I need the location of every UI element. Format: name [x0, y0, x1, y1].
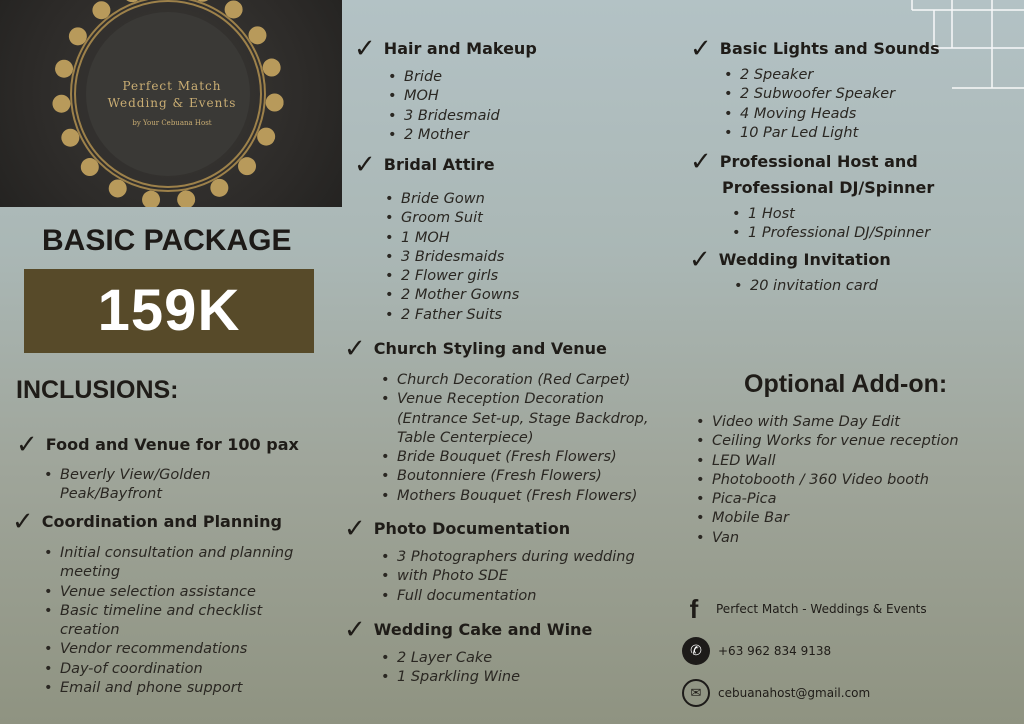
- package-price: 159K: [24, 269, 314, 353]
- list-item: • 2 Layer Cake: [377, 649, 592, 668]
- check-icon: ✓: [690, 147, 712, 177]
- email-label: cebuanahost@gmail.com: [718, 686, 871, 700]
- section-hair-makeup: [354, 36, 537, 145]
- list-item: • Venue selection assistance: [40, 583, 293, 602]
- list-item: • 2 Flower girls: [381, 267, 519, 286]
- list-item: • Bride: [384, 68, 537, 87]
- list-item: • with Photo SDE: [377, 567, 635, 586]
- logo-line1: Perfect Match: [122, 79, 222, 93]
- check-icon: ✓: [354, 34, 376, 64]
- list-item: • Mobile Bar: [692, 509, 959, 528]
- list-item: • MOH: [384, 87, 537, 106]
- check-icon: ✓: [16, 430, 38, 460]
- section-church-styling: [344, 336, 648, 506]
- check-icon: ✓: [12, 507, 34, 537]
- list-item-continued: Peak/Bayfront: [60, 486, 163, 503]
- section-heading: Bridal Attire: [383, 155, 495, 174]
- list-item: • Groom Suit: [381, 209, 519, 228]
- list-item: • 3 Bridesmaids: [381, 248, 519, 267]
- section-heading: Wedding Invitation: [718, 250, 891, 269]
- mail-icon: ✉: [682, 679, 710, 707]
- section-heading-continued: Professional DJ/Spinner: [722, 178, 935, 197]
- list-item: • 20 invitation card: [730, 277, 891, 296]
- list-item: • 1 Host: [728, 205, 934, 224]
- section-cake-wine: [344, 617, 592, 688]
- package-title: BASIC PACKAGE: [42, 224, 292, 257]
- section-bridal-attire: [354, 152, 519, 325]
- list-item: • Video with Same Day Edit: [692, 413, 959, 432]
- list-item: • 2 Subwoofer Speaker: [720, 85, 940, 104]
- section-heading: Coordination and Planning: [41, 512, 282, 531]
- list-item-continued: Table Centerpiece): [397, 429, 534, 446]
- list-item: • 3 Photographers during wedding: [377, 548, 635, 567]
- logo-line2: Wedding & Events: [107, 96, 237, 110]
- list-item-continued: meeting: [60, 564, 121, 581]
- section-photo-documentation: [344, 516, 635, 606]
- section-coordination: [12, 509, 293, 698]
- contact-email[interactable]: [682, 679, 870, 707]
- list-item: • Pica-Pica: [692, 490, 959, 509]
- section-heading: Hair and Makeup: [383, 39, 537, 58]
- check-icon: ✓: [344, 514, 366, 544]
- check-icon: ✓: [344, 334, 366, 364]
- list-item: • Vendor recommendations: [40, 640, 293, 659]
- list-item: • Beverly View/Golden: [40, 466, 299, 485]
- facebook-label: Perfect Match - Weddings & Events: [716, 602, 927, 616]
- logo-byline: by Your Cebuana Host: [132, 119, 212, 127]
- section-heading: Food and Venue for 100 pax: [45, 435, 299, 454]
- list-item: • 1 MOH: [381, 229, 519, 248]
- phone-icon: ✆: [682, 637, 710, 665]
- list-item: • Bride Gown: [381, 190, 519, 209]
- addons-title: Optional Add-on:: [744, 370, 948, 398]
- list-item-continued: creation: [60, 622, 120, 639]
- list-item: • Mothers Bouquet (Fresh Flowers): [377, 487, 648, 506]
- addons-list: [692, 413, 959, 548]
- list-item: • Church Decoration (Red Carpet): [377, 371, 648, 390]
- section-host-dj: [690, 149, 934, 244]
- section-heading: Photo Documentation: [373, 519, 571, 538]
- section-lights-sounds: [690, 36, 940, 143]
- contact-facebook[interactable]: [680, 595, 927, 623]
- list-item: • 3 Bridesmaid: [384, 107, 537, 126]
- brand-logo: [0, 0, 342, 207]
- list-item: • Full documentation: [377, 587, 635, 606]
- list-item: • Bride Bouquet (Fresh Flowers): [377, 448, 648, 467]
- list-item: • Basic timeline and checklist: [40, 602, 293, 621]
- check-icon: ✓: [690, 34, 712, 64]
- list-item: • Boutonniere (Fresh Flowers): [377, 467, 648, 486]
- section-wedding-invitation: [689, 247, 891, 296]
- list-item: • Initial consultation and planning: [40, 544, 293, 563]
- list-item: • 4 Moving Heads: [720, 105, 940, 124]
- list-item: • LED Wall: [692, 452, 959, 471]
- list-item: • Venue Reception Decoration: [377, 390, 648, 409]
- section-heading: Professional Host and: [719, 152, 918, 171]
- check-icon: ✓: [689, 245, 711, 275]
- list-item: • Ceiling Works for venue reception: [692, 432, 959, 451]
- list-item: • Day-of coordination: [40, 660, 293, 679]
- list-item: • 10 Par Led Light: [720, 124, 940, 143]
- inclusions-title: INCLUSIONS:: [16, 376, 179, 404]
- list-item-continued: (Entrance Set-up, Stage Backdrop,: [397, 410, 649, 427]
- list-item: • 2 Mother: [384, 126, 537, 145]
- list-item: • 2 Father Suits: [381, 306, 519, 325]
- list-item: • 1 Professional DJ/Spinner: [728, 224, 934, 243]
- list-item: • 2 Mother Gowns: [381, 286, 519, 305]
- list-item: • Van: [692, 529, 959, 548]
- section-heading: Church Styling and Venue: [373, 339, 607, 358]
- check-icon: ✓: [344, 615, 366, 645]
- logo-name: [60, 78, 284, 112]
- phone-label: +63 962 834 9138: [718, 644, 832, 658]
- contact-phone[interactable]: [682, 637, 831, 665]
- section-heading: Wedding Cake and Wine: [373, 620, 593, 639]
- section-food-venue: [16, 432, 299, 505]
- list-item: • 2 Speaker: [720, 66, 940, 85]
- list-item: • Photobooth / 360 Video booth: [692, 471, 959, 490]
- check-icon: ✓: [354, 150, 376, 180]
- facebook-icon: f: [689, 593, 699, 624]
- section-heading: Basic Lights and Sounds: [719, 39, 940, 58]
- list-item: • 1 Sparkling Wine: [377, 668, 592, 687]
- list-item: • Email and phone support: [40, 679, 293, 698]
